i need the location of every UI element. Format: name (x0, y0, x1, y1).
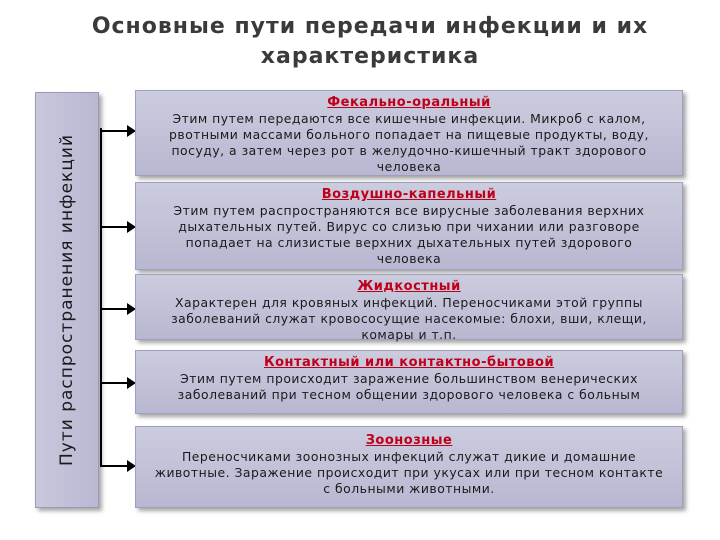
route-description: Этим путем распространяются все вирусные заболевания верхних дыхательных путей. Вирус со слизью при чихании или разговоре попадает на слизистые верхних дыхательных путей здорового человека (173, 203, 645, 266)
connector-trunk (100, 128, 102, 466)
route-heading: Зоонозные (365, 433, 453, 448)
route-box-fecal-oral (135, 90, 683, 176)
page-title: Основные пути передачи инфекции и их характеристика (91, 14, 649, 69)
route-heading: Жидкостный (357, 279, 461, 294)
route-description: Этим путем происходит заражение большинством венерических заболеваний при тесном общении здорового человека с больным (177, 371, 641, 402)
side-category-panel (35, 92, 99, 508)
route-box-contact (135, 350, 683, 414)
connector-arrow (100, 130, 134, 132)
connector-arrow (100, 382, 134, 384)
route-description: Переносчиками зоонозных инфекций служат дикие и домашние животные. Заражение происходит при укусах или при тесном контакте с больными животными. (154, 449, 664, 496)
route-box-zoonotic (135, 426, 683, 508)
side-category-label: Пути распространения инфекций (57, 134, 77, 466)
route-heading: Контактный или контактно-бытовой (263, 355, 555, 370)
route-description: Характерен для кровяных инфекций. Переносчиками этой группы заболеваний служат кровососущие насекомые: блохи, вши, клещи, комары и т.п. (171, 295, 647, 342)
route-description: Этим путем передаются все кишечные инфекции. Микроб с калом, рвотными массами больного попадает на пищевые продукты, воду, посуду, а затем через рот в желудочно-кишечный тракт здорового человека (169, 111, 649, 174)
connector-arrow (100, 308, 134, 310)
route-heading: Фекально-оральный (327, 95, 491, 110)
route-box-liquid (135, 274, 683, 340)
route-box-airborne (135, 182, 683, 270)
connector-arrow (100, 465, 134, 467)
route-heading: Воздушно-капельный (321, 187, 497, 202)
connector-arrow (100, 226, 134, 228)
